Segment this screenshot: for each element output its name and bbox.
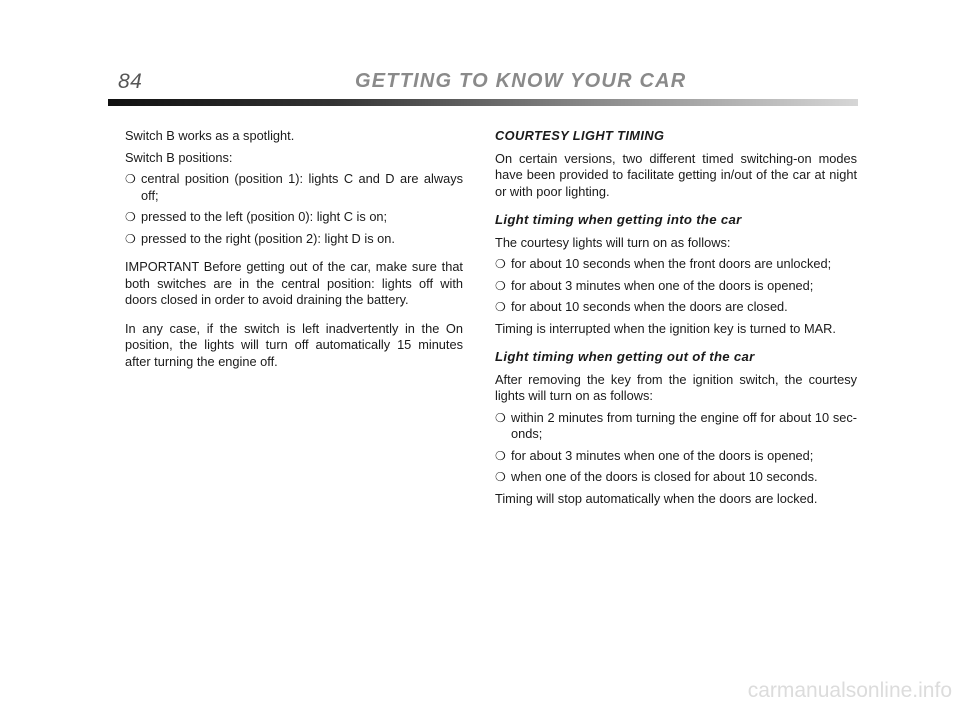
watermark: carmanualsonline.info — [747, 679, 952, 702]
positions-list — [125, 171, 463, 247]
subheading-getting-out: Light timing when getting out of the car — [495, 349, 755, 364]
circle-bullet-icon: ❍ — [495, 410, 506, 425]
getting-out-intro: After removing the key from the ignition switch, the courtesy lights will turn on as follows: — [495, 371, 857, 403]
getting-in-intro: The courtesy lights will turn on as follows: — [495, 234, 731, 250]
list-item: ❍ within 2 minutes from turning the engine off for about 10 sec-onds; — [495, 409, 857, 441]
getting-in-outro: Timing is interrupted when the ignition key is turned to MAR. — [495, 320, 836, 336]
circle-bullet-icon: ❍ — [495, 448, 506, 463]
circle-bullet-icon: ❍ — [495, 278, 506, 293]
list-item: ❍ pressed to the right (position 2): light D is on. — [125, 230, 395, 246]
circle-bullet-icon: ❍ — [125, 172, 136, 186]
section-heading: COURTESY LIGHT TIMING — [495, 128, 665, 143]
list-item: ❍ central position (position 1): lights C and D are always off; — [125, 171, 463, 203]
circle-bullet-icon: ❍ — [495, 300, 506, 314]
getting-out-outro: Timing will stop automatically when the doors are locked. — [495, 490, 818, 506]
spotlight-text: Switch B works as a spotlight. — [125, 128, 295, 143]
getting-out-list — [495, 410, 857, 486]
circle-bullet-icon: ❍ — [125, 210, 136, 224]
circle-bullet-icon: ❍ — [495, 257, 506, 271]
subheading-getting-in: Light timing when getting into the car — [495, 212, 742, 227]
section-intro: On certain versions, two different timed switching-on modes have been provided to facilitate getting in/out of the car at night or with poor lighting. — [495, 150, 857, 199]
list-item: ❍ for about 10 seconds when the doors are closed. — [495, 299, 788, 314]
circle-bullet-icon: ❍ — [125, 231, 136, 246]
list-item: ❍ for about 3 minutes when one of the doors is opened; — [495, 277, 814, 293]
getting-in-list — [495, 256, 857, 316]
important-note: IMPORTANT Before getting out of the car, make sure that both switches are in the central position: lights off with doors closed in order to avoid draining the battery. — [125, 259, 463, 307]
chapter-title: GETTING TO KNOW YOUR CAR — [355, 70, 687, 92]
positions-label: Switch B positions: — [125, 149, 233, 165]
left-column — [125, 128, 463, 375]
page-number: 84 — [118, 70, 143, 93]
list-item: ❍ for about 10 seconds when the front doors are unlocked; — [495, 256, 832, 271]
circle-bullet-icon: ❍ — [495, 470, 506, 484]
header-rule — [108, 99, 858, 106]
list-item: ❍ when one of the doors is closed for about 10 seconds. — [495, 469, 818, 484]
list-item: ❍ pressed to the left (position 0): light C is on; — [125, 209, 388, 224]
auto-off-note: In any case, if the switch is left inadvertently in the On position, the lights will turn off automatically 15 minutes after turning the engine off. — [125, 320, 463, 369]
list-item: ❍ for about 3 minutes when one of the doors is opened; — [495, 447, 814, 463]
right-column — [495, 128, 857, 512]
